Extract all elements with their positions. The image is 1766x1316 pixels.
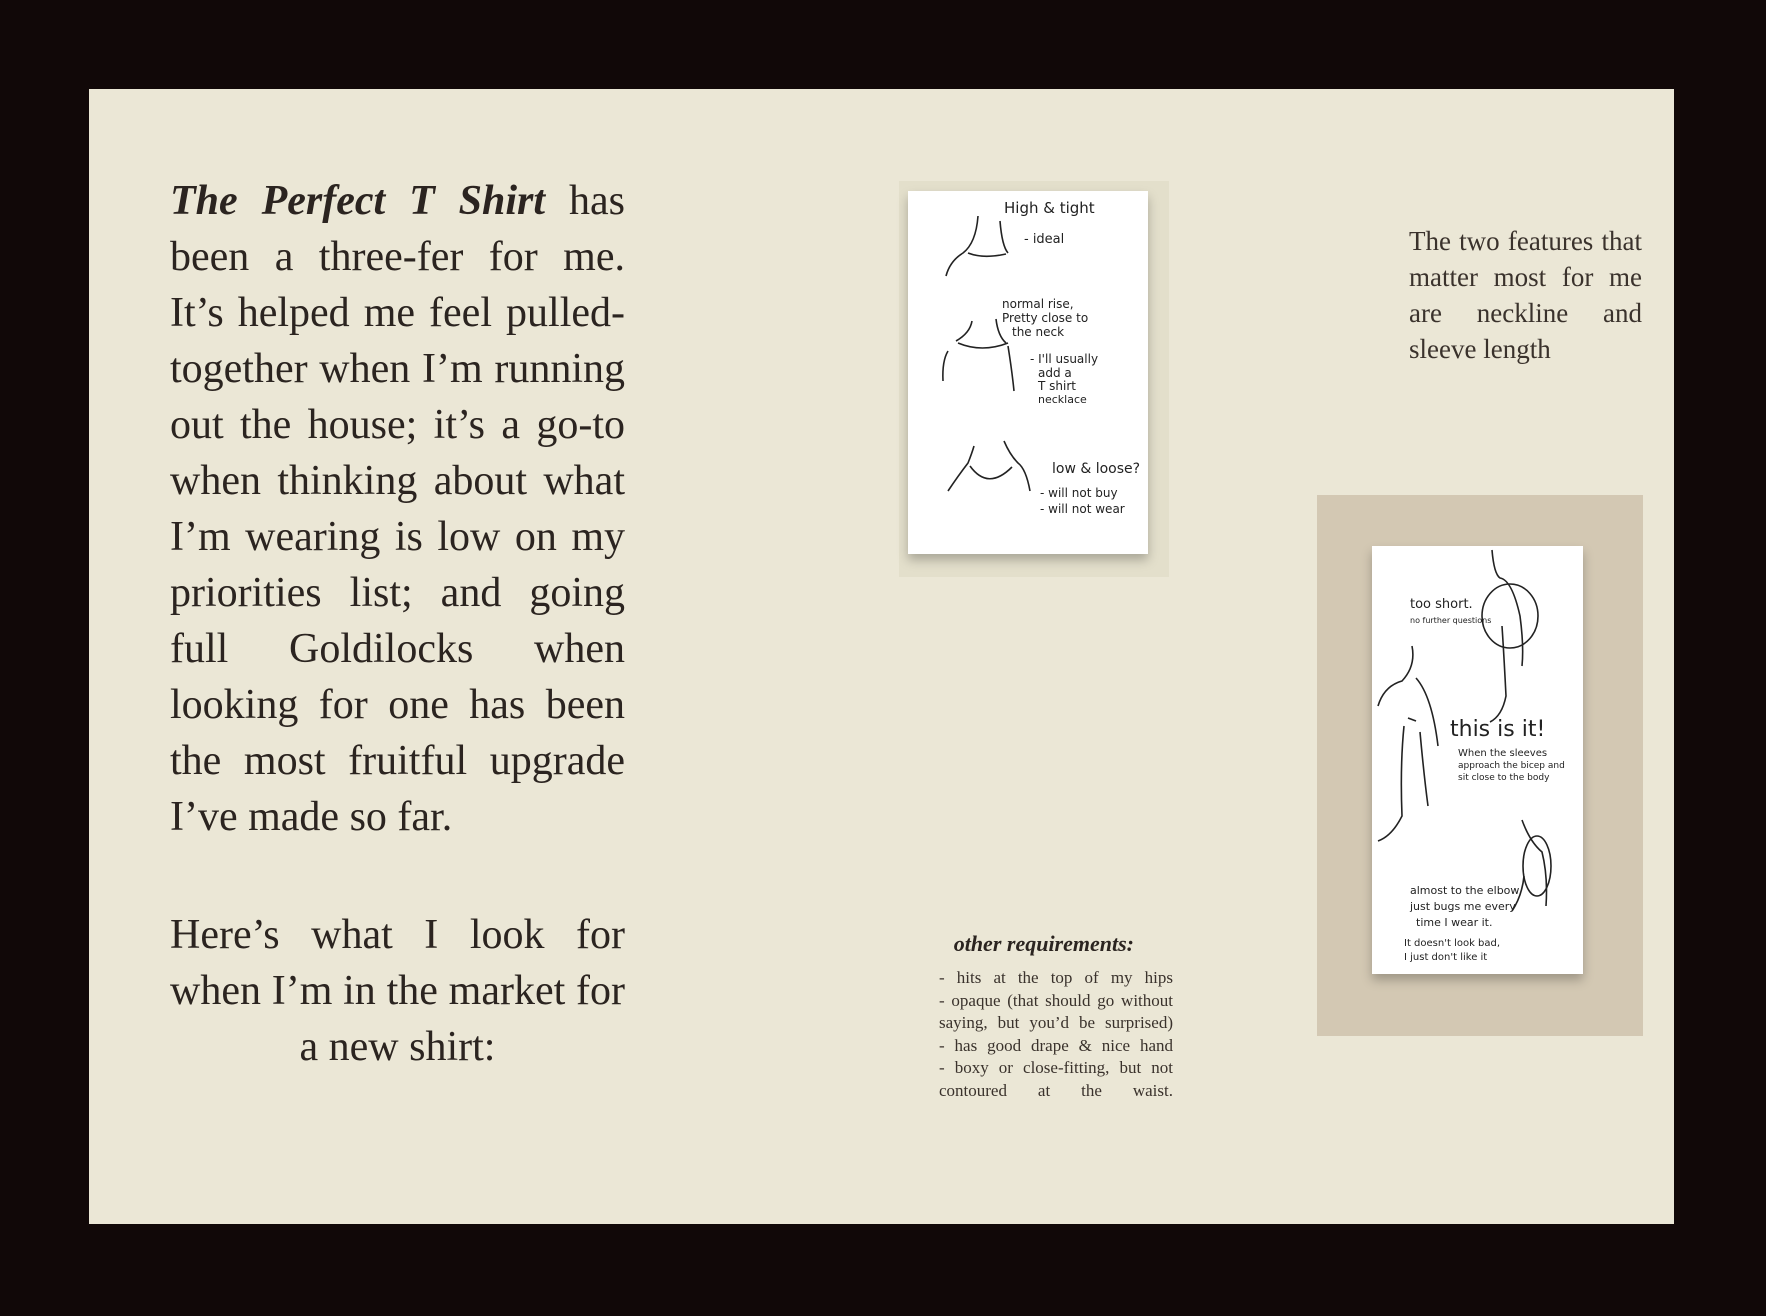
sleeve-note-4: When the sleeves (1458, 748, 1548, 759)
sleeve-note-10: It doesn't look bad, (1404, 938, 1501, 949)
intro-paragraph (170, 173, 625, 845)
neck-note-1: High & tight (1004, 199, 1095, 217)
requirement-item: - opaque (that should go without saying, but you’d be surprised) (939, 990, 1173, 1032)
requirements-list (939, 967, 1173, 1102)
sleeve-note-8: just bugs me every (1410, 900, 1516, 913)
neck-note-6: - I'll usually (1030, 352, 1099, 366)
sleeve-note-9: time I wear it. (1416, 916, 1493, 929)
intro-title: The Perfect T Shirt (170, 178, 546, 224)
sidenote: The two features that matter most for me are neckline and sleeve length (1409, 226, 1642, 364)
sleeve-note-7: almost to the elbow (1410, 884, 1520, 897)
neckline-sketch-paper (908, 191, 1148, 554)
sleeve-note-2: no further questions (1410, 616, 1492, 625)
neck-note-12: - will not wear (1040, 502, 1125, 516)
neck-note-4: Pretty close to (1002, 311, 1089, 325)
sleeve-sketch (1372, 546, 1583, 974)
sleeve-note-5: approach the bicep and (1458, 761, 1565, 771)
neckline-sketch (908, 191, 1148, 554)
sleeve-sketch-paper (1372, 546, 1583, 974)
sleeve-note-1: too short. (1410, 597, 1473, 612)
neck-note-11: - will not buy (1040, 486, 1118, 500)
intro-body: has been a three-fer for me. It’s helped me feel pulled-together when I’m running out the house; it’s a go-to when thinking about what I’m wearing is low on my priorities list; and going full Goldilocks when looking for one has been the most fruitful upgrade I’ve made so far. (170, 178, 626, 840)
sleeve-note-6: sit close to the body (1458, 773, 1550, 783)
neck-note-3: normal rise, (1002, 297, 1074, 311)
requirement-item: - has good drape & nice hand (939, 1035, 1173, 1055)
neck-note-2: - ideal (1024, 232, 1065, 247)
page (89, 89, 1674, 1224)
closing-paragraph: Here’s what I look for when I’m in the market for a new shirt: (170, 912, 625, 1070)
sleeve-note-3: this is it! (1450, 717, 1546, 742)
neck-note-10: low & loose? (1052, 461, 1141, 477)
neckline-sketch-card (899, 181, 1169, 577)
neck-note-7: add a (1038, 366, 1072, 380)
requirement-item: - hits at the top of my hips (939, 968, 1173, 987)
sleeve-note-11: I just don't like it (1404, 952, 1488, 963)
neck-note-9: necklace (1038, 393, 1087, 406)
neck-note-8: T shirt (1038, 379, 1076, 393)
requirement-item: - boxy or close-fitting, but not contoured at the waist. (939, 1058, 1173, 1100)
requirements-title: other requirements: (953, 931, 1134, 956)
neck-note-5: the neck (1012, 325, 1065, 339)
sleeve-sketch-card (1317, 495, 1643, 1036)
